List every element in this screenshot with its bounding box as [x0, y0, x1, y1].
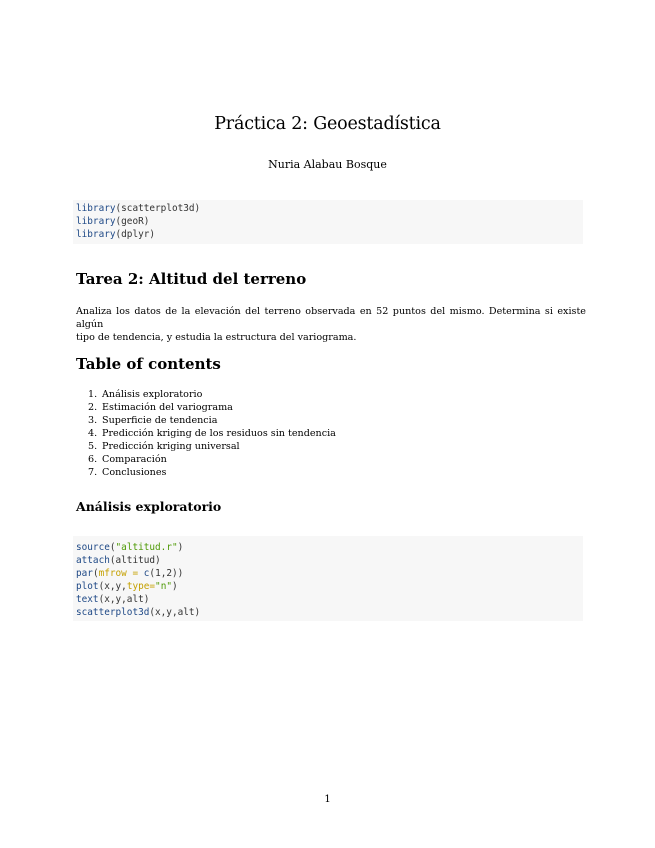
code-block-libraries — [73, 200, 583, 244]
code-text: (dplyr) — [115, 229, 156, 240]
code-line — [76, 215, 149, 228]
toc-heading: Table of contents — [76, 355, 221, 373]
code-line: source("altitud.r") — [76, 542, 184, 553]
code-line — [76, 202, 200, 215]
code-line: plot(x,y,type="n") — [76, 581, 178, 592]
code-function: plot — [76, 581, 99, 592]
code-string: "n" — [155, 581, 172, 592]
toc-item[interactable]: 4. Predicción kriging de los residuos sin tendencia — [88, 428, 336, 439]
code-line: scatterplot3d(x,y,alt) — [76, 607, 201, 618]
page-number: 1 — [324, 794, 331, 805]
code-function: library — [76, 216, 116, 227]
toc-link[interactable]: Análisis exploratorio — [102, 389, 203, 400]
code-text: (scatterplot3d) — [115, 203, 201, 214]
toc-item[interactable]: 3. Superficie de tendencia — [88, 415, 218, 426]
task-description — [76, 305, 586, 344]
code-function: source — [76, 542, 110, 553]
code-line: text(x,y,alt) — [76, 594, 150, 605]
toc-item[interactable]: 2. Estimación del variograma — [88, 402, 233, 413]
toc-item[interactable]: 5. Predicción kriging universal — [88, 441, 240, 452]
table-of-contents — [88, 388, 336, 479]
document-author: Nuria Alabau Bosque — [268, 158, 387, 171]
task-description-line: tipo de tendencia, y estudia la estructura del variograma. — [76, 332, 357, 343]
code-function: par — [76, 568, 93, 579]
code-argument: mfrow = — [98, 568, 139, 579]
code-function: scatterplot3d — [76, 607, 150, 618]
code-line: attach(altitud) — [76, 555, 161, 566]
toc-link[interactable]: Estimación del variograma — [102, 402, 233, 413]
code-function: text — [76, 594, 99, 605]
code-function: library — [76, 203, 116, 214]
section-heading-tarea: Tarea 2: Altitud del terreno — [76, 270, 307, 288]
code-line: par(mfrow = c(1,2)) — [76, 568, 184, 579]
toc-item[interactable]: 1. Análisis exploratorio — [88, 389, 203, 400]
toc-link[interactable]: Predicción kriging de los residuos sin tendencia — [102, 428, 336, 439]
code-text: (geoR) — [115, 216, 150, 227]
toc-link[interactable]: Superficie de tendencia — [102, 415, 218, 426]
code-block-exploratory — [73, 536, 583, 621]
toc-item[interactable]: 6. Comparación — [88, 454, 167, 465]
code-function: attach — [76, 555, 110, 566]
section-heading-analisis: Análisis exploratorio — [76, 499, 222, 514]
toc-link[interactable]: Comparación — [102, 454, 167, 465]
task-description-line: Analiza los datos de la elevación del terreno observada en 52 puntos del mismo. Determina si existe algún — [76, 306, 586, 330]
document-title: Práctica 2: Geoestadística — [214, 114, 441, 134]
toc-link[interactable]: Predicción kriging universal — [102, 441, 240, 452]
toc-link[interactable]: Conclusiones — [102, 467, 167, 478]
toc-item[interactable]: 7. Conclusiones — [88, 467, 167, 478]
code-string: "altitud.r" — [115, 542, 178, 553]
code-argument: type= — [126, 581, 156, 592]
code-function: c — [143, 568, 150, 579]
code-function: library — [76, 229, 116, 240]
code-line — [76, 228, 155, 241]
